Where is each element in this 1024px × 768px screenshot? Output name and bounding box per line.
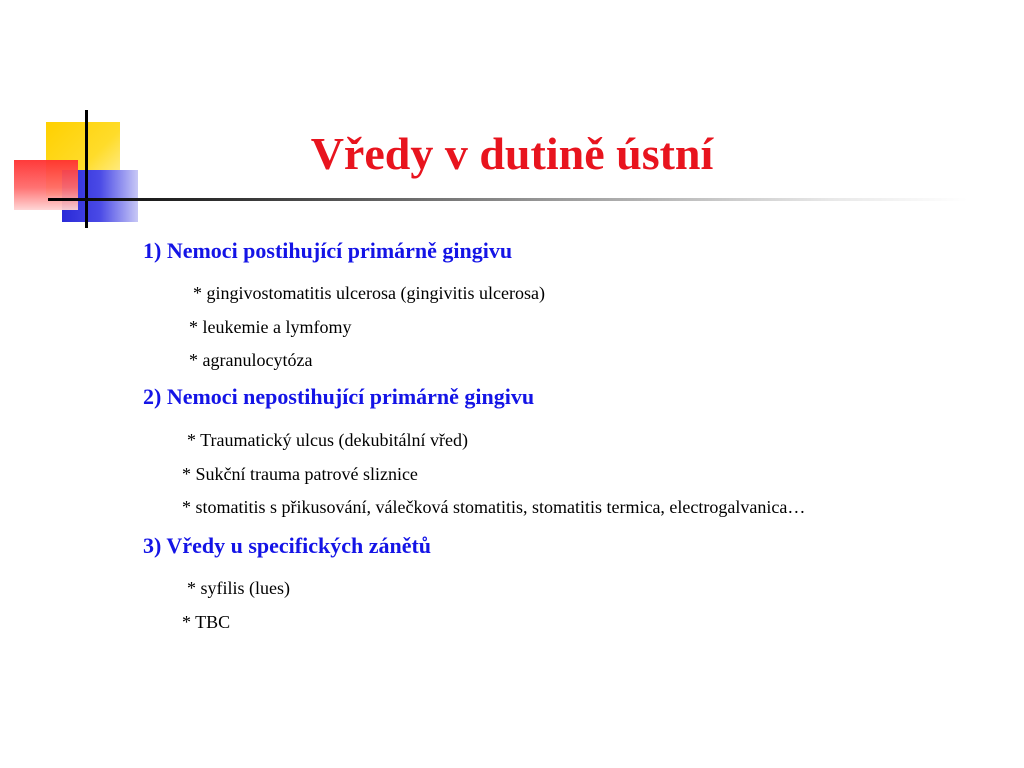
list-item: * syfilis (lues) (187, 578, 290, 598)
list-item: * gingivostomatitis ulcerosa (gingivitis ulcerosa) (193, 283, 545, 303)
list-item: * TBC (182, 612, 231, 632)
logo-red-square (14, 160, 78, 210)
section-heading-1: 1) Nemoci postihující primárně gingivu (143, 238, 513, 263)
list-item: * leukemie a lymfomy (189, 317, 352, 337)
list-item: * Traumatický ulcus (dekubitální vřed) (187, 430, 468, 450)
section-heading-3: 3) Vředy u specifických zánětů (143, 533, 432, 558)
slide-title: Vředy v dutině ústní (310, 128, 714, 179)
title-underline (48, 198, 968, 201)
list-item: * stomatitis s přikusování, válečková stomatitis, stomatitis termica, electrogalvanica… (182, 497, 806, 517)
list-item: * agranulocytóza (189, 350, 313, 370)
section-heading-2: 2) Nemoci nepostihující primárně gingivu (143, 384, 535, 409)
logo-vertical-line (85, 110, 88, 228)
list-item: * Sukční trauma patrové sliznice (182, 464, 418, 484)
